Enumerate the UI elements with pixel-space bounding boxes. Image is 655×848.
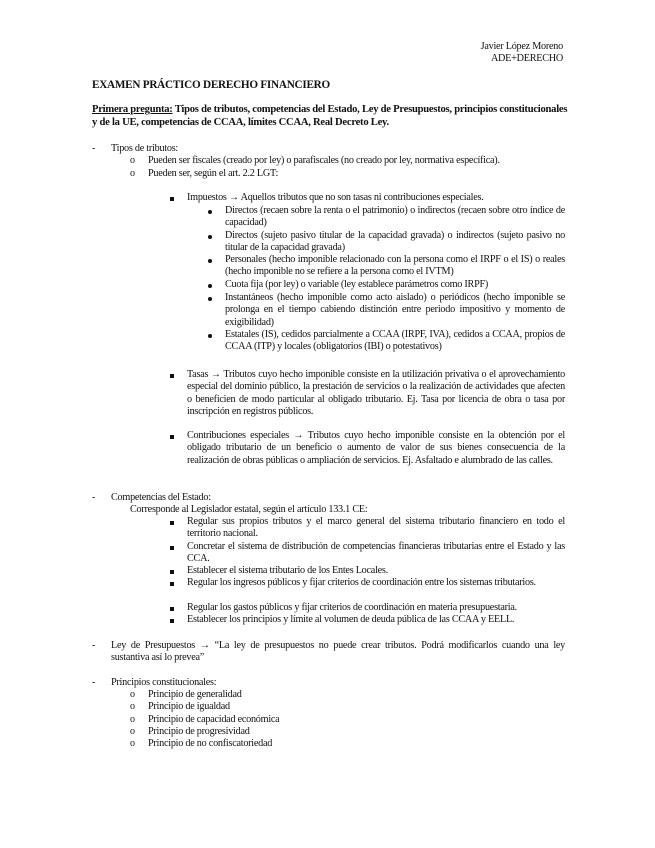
impuestos-item: Personales (hecho imponible relacionado con la persona como el IRPF o el IS) o reales (hecho imponible no se refiere a la persona como el IVTM): [225, 254, 565, 278]
competencias-item: Regular sus propios tributos y el marco general del sistema tributario financiero en todo el territorio nacional.: [187, 516, 565, 540]
square-bullet: [170, 607, 174, 611]
dash-bullet: -: [92, 640, 96, 651]
contribuciones-term: Contribuciones especiales: [187, 430, 289, 441]
tasas-term: Tasas: [187, 369, 209, 380]
question-label: Primera pregunta:: [92, 104, 173, 115]
impuestos-item: Instantáneos (hecho imponible como acto aislado) o periódicos (hecho imponible se prolonga en el tiempo cabiendo distinción entre periodo impositivo y momento de exigibilidad): [225, 292, 565, 328]
dash-bullet: -: [92, 492, 96, 503]
degree-label: ADE+DERECHO: [490, 53, 563, 64]
competencias-item: Establecer el sistema tributario de los Entes Locales.: [187, 565, 388, 576]
impuestos-item: Directos (sujeto pasivo titular de la capacidad gravada) o indirectos (sujeto pasivo no titular de la capacidad gravada): [225, 230, 565, 254]
competencias-intro: Corresponde al Legislador estatal, según el artículo 133.1 CE:: [130, 504, 368, 515]
competencias-heading: Competencias del Estado:: [111, 492, 211, 503]
tipos-heading: Tipos de tributos:: [111, 143, 179, 154]
author-name: Javier López Moreno: [480, 41, 563, 52]
presupuestos-def: “La ley de presupuestos no puede crear tributos. Podrá modificarlos cuando una ley sustantiva así lo prevea”: [111, 640, 566, 664]
principios-heading: Principios constitucionales:: [111, 677, 217, 688]
tasas-paragraph: [187, 369, 565, 419]
competencias-item: Regular los gastos públicos y fijar criterios de coordinación en materia presupuestaria.: [187, 602, 517, 613]
question-text: Tipos de tributos, competencias del Estado, Ley de Presupuestos, principios constitucionales y de la UE, competencias de CCAA, límites CCAA, Real Decreto Ley.: [92, 104, 568, 128]
square-bullet: [170, 374, 174, 378]
competencias-item: Concretar el sistema de distribución de competencias financieras tributarias entre el Estado y las CCA.: [187, 541, 565, 565]
tipos-sub-item: Pueden ser, según el art. 2.2 LGT:: [148, 168, 279, 179]
arrow-icon: →: [293, 430, 304, 441]
disc-bullet: [208, 259, 212, 263]
circle-bullet: o: [130, 689, 135, 700]
question-heading: [92, 103, 570, 129]
square-bullet: [170, 435, 174, 439]
square-bullet: [170, 546, 174, 550]
circle-bullet: o: [130, 701, 135, 712]
impuestos-line: [187, 192, 484, 204]
arrow-icon: →: [199, 640, 210, 651]
principio-item: Principio de no confiscatoriedad: [148, 738, 273, 749]
impuestos-item: Directos (recaen sobre la renta o el patrimonio) o indirectos (recaen sobre otro índice de capacidad): [225, 205, 565, 229]
square-bullet: [170, 582, 174, 586]
tasas-def: Tributos cuyo hecho imponible consiste en la utilización privativa o el aprovechamiento especial del dominio público, la prestación de servicios o la realización de actividades que afecten o beneficien de modo particular al obligado tributario. Ej. Tasa por licencia de obra o tasa por inscripción en registros públicos.: [187, 369, 565, 418]
competencias-item: Regular los ingresos públicos y fijar criterios de coordinación entre los sistemas tributarios.: [187, 577, 536, 588]
impuestos-term: Impuestos: [187, 192, 227, 203]
disc-bullet: [208, 284, 212, 288]
square-bullet: [170, 570, 174, 574]
contribuciones-paragraph: [187, 430, 565, 467]
impuestos-item: Estatales (IS), cedidos parcialmente a CCAA (IRPF, IVA), cedidos a CCAA, propios de CCAA (ITP) y locales (obligatorios (IBI) o potestativos): [225, 329, 565, 353]
dash-bullet: -: [92, 677, 96, 688]
square-bullet: [170, 521, 174, 525]
presupuestos-paragraph: [111, 640, 565, 665]
impuestos-def: Aquellos tributos que no son tasas ni contribuciones especiales.: [240, 192, 484, 203]
disc-bullet: [208, 297, 212, 301]
principio-item: Principio de igualdad: [148, 701, 230, 712]
circle-bullet: o: [130, 168, 135, 179]
circle-bullet: o: [130, 726, 135, 737]
square-bullet: [170, 197, 174, 201]
circle-bullet: o: [130, 714, 135, 725]
circle-bullet: o: [130, 155, 135, 166]
principio-item: Principio de capacidad económica: [148, 714, 280, 725]
principio-item: Principio de generalidad: [148, 689, 242, 700]
circle-bullet: o: [130, 738, 135, 749]
exam-title: EXAMEN PRÁCTICO DERECHO FINANCIERO: [92, 79, 330, 91]
dash-bullet: -: [92, 143, 96, 154]
presupuestos-term: Ley de Presupuestos: [111, 640, 196, 651]
disc-bullet: [208, 210, 212, 214]
principio-item: Principio de progresividad: [148, 726, 250, 737]
tipos-sub-item: Pueden ser fiscales (creado por ley) o parafiscales (no creado por ley, normativa específica).: [148, 155, 500, 166]
arrow-icon: →: [228, 192, 239, 203]
arrow-icon: →: [210, 369, 221, 380]
contribuciones-def: Tributos cuyo hecho imponible consiste en la obtención por el obligado tributario de un beneficio o aumento de valor de sus bienes consecuencia de la realización de obras públicas o ampliación de servicios. Ej. Asfaltado e alumbrado de las calles.: [187, 430, 565, 466]
disc-bullet: [208, 334, 212, 338]
competencias-item: Establecer los principios y límite al volumen de deuda pública de las CCAA y EELL.: [187, 614, 515, 625]
square-bullet: [170, 619, 174, 623]
impuestos-item: Cuota fija (por ley) o variable (ley establece parámetros como IRPF): [225, 279, 489, 290]
disc-bullet: [208, 235, 212, 239]
